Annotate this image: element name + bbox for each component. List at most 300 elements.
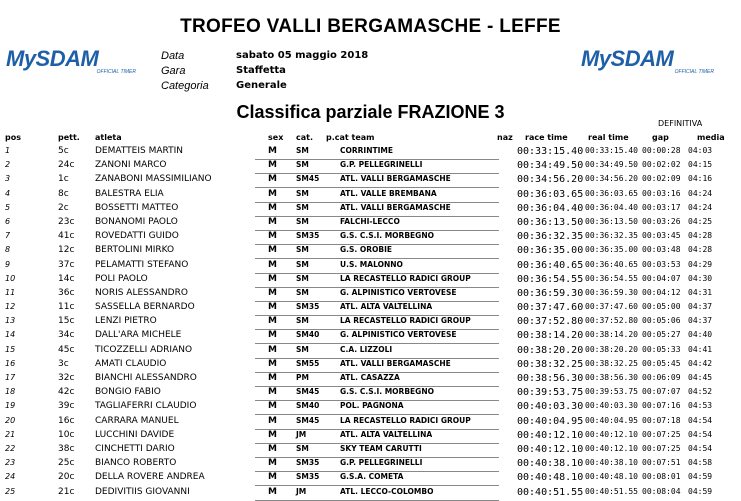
row-athlete: ZANONI MARCO <box>95 160 167 171</box>
row-gap: 00:08:04 <box>642 486 681 496</box>
row-pace: 04:28 <box>688 231 713 241</box>
row-pett: 12c <box>58 245 75 256</box>
row-pett: 5c <box>58 146 69 156</box>
row-pett: 25c <box>58 458 75 469</box>
row-sex: M <box>268 429 277 440</box>
row-real-time: 00:38:20.20 <box>585 344 638 354</box>
row-category: SM <box>296 316 309 326</box>
row-category: SM <box>296 273 309 283</box>
row-pace: 04:59 <box>688 472 713 482</box>
info-row-race <box>161 65 368 80</box>
info-label: Gara <box>161 65 186 77</box>
row-divider <box>255 500 499 501</box>
row-athlete: LUCCHINI DAVIDE <box>95 429 175 440</box>
row-team: ATL. ALTA VALTELLINA <box>340 302 433 312</box>
col-team: p.cat team <box>326 133 375 142</box>
row-real-time: 00:33:15.40 <box>585 146 638 155</box>
row-pos: 13 <box>5 316 16 326</box>
row-category: SM45 <box>296 387 320 397</box>
row-sex: M <box>268 287 277 298</box>
row-gap: 00:04:07 <box>642 273 681 283</box>
row-sex: M <box>268 160 277 171</box>
row-pace: 04:53 <box>688 401 713 411</box>
row-gap: 00:07:18 <box>642 415 681 425</box>
row-athlete: DELLA ROVERE ANDREA <box>95 472 205 483</box>
row-gap: 00:05:33 <box>642 344 681 354</box>
row-pett: 20c <box>58 472 75 483</box>
race-info <box>161 50 368 95</box>
row-sex: M <box>268 273 277 284</box>
row-pace: 04:54 <box>688 429 713 439</box>
info-label: Data <box>161 50 185 62</box>
row-pos: 19 <box>5 401 16 411</box>
col-atleta: atleta <box>95 133 122 142</box>
row-real-time: 00:36:13.50 <box>585 216 638 226</box>
row-pett: 14c <box>58 273 75 284</box>
table-row <box>0 316 741 330</box>
row-pett: 21c <box>58 486 75 497</box>
row-real-time: 00:34:49.50 <box>585 160 638 170</box>
row-real-time: 00:40:04.95 <box>585 415 638 425</box>
row-athlete: NORIS ALESSANDRO <box>95 287 188 298</box>
info-label: Categoria <box>161 80 209 92</box>
row-category: SM <box>296 160 309 170</box>
row-pos: 1 <box>5 146 11 155</box>
row-category: JM <box>296 486 307 496</box>
logo-right <box>581 48 716 74</box>
table-row <box>0 189 741 203</box>
logo-subtitle: OFFICIAL TIMER <box>96 69 136 75</box>
row-athlete: SASSELLA BERNARDO <box>95 302 195 313</box>
row-gap: 00:04:12 <box>642 287 681 297</box>
row-athlete: BONANOMI PAOLO <box>95 216 178 227</box>
table-row <box>0 416 741 430</box>
row-pett: 45c <box>58 344 75 355</box>
results-table <box>0 146 741 501</box>
row-race-time: 00:36:35.00 <box>517 245 584 257</box>
row-sex: M <box>268 443 277 454</box>
row-pace: 04:24 <box>688 188 713 198</box>
row-race-time: 00:37:47.60 <box>517 302 584 314</box>
row-category: SM35 <box>296 472 320 482</box>
row-pos: 4 <box>5 188 11 198</box>
table-row <box>0 146 741 160</box>
row-race-time: 00:38:32.25 <box>517 358 584 370</box>
row-real-time: 00:39:53.75 <box>585 387 638 397</box>
row-team: POL. PAGNONA <box>340 401 404 411</box>
row-pett: 24c <box>58 160 75 171</box>
row-real-time: 00:40:03.30 <box>585 401 638 411</box>
row-gap: 00:08:01 <box>642 472 681 482</box>
row-sex: M <box>268 387 277 398</box>
row-race-time: 00:38:14.20 <box>517 330 584 342</box>
col-pett: pett. <box>58 133 80 142</box>
row-gap: 00:00:28 <box>642 146 681 155</box>
row-pace: 04:58 <box>688 458 713 468</box>
row-race-time: 00:40:38.10 <box>517 458 584 470</box>
row-category: SM <box>296 245 309 255</box>
row-race-time: 00:36:54.55 <box>517 273 584 285</box>
row-sex: M <box>268 358 277 369</box>
row-athlete: DALL'ARA MICHELE <box>95 330 182 341</box>
row-team: ATL. VALLE BREMBANA <box>340 188 437 198</box>
row-real-time: 00:38:56.30 <box>585 373 638 382</box>
row-race-time: 00:40:12.10 <box>517 443 584 455</box>
row-real-time: 00:36:54.55 <box>585 273 638 283</box>
row-race-time: 00:34:49.50 <box>517 160 584 172</box>
row-pace: 04:54 <box>688 443 713 453</box>
row-team: LA RECASTELLO RADICI GROUP <box>340 316 471 326</box>
row-pos: 23 <box>5 458 16 468</box>
row-gap: 00:03:53 <box>642 259 681 269</box>
row-real-time: 00:40:48.10 <box>585 472 638 482</box>
row-category: SM <box>296 216 309 226</box>
row-pace: 04:45 <box>688 373 713 382</box>
row-real-time: 00:40:38.10 <box>585 458 638 468</box>
row-athlete: CINCHETTI DARIO <box>95 443 175 454</box>
row-gap: 00:06:09 <box>642 373 681 382</box>
row-pett: 10c <box>58 429 75 440</box>
row-category: SM <box>296 443 309 453</box>
row-sex: M <box>268 316 277 327</box>
table-row <box>0 345 741 359</box>
row-pos: 14 <box>5 330 16 340</box>
row-race-time: 00:36:04.40 <box>517 202 584 214</box>
row-category: JM <box>296 429 307 439</box>
row-category: SM <box>296 146 309 155</box>
row-sex: M <box>268 188 277 199</box>
row-athlete: LENZI PIETRO <box>95 316 157 327</box>
row-pos: 12 <box>5 302 16 312</box>
row-pett: 32c <box>58 373 75 383</box>
row-pace: 04:40 <box>688 330 713 340</box>
row-pos: 10 <box>5 273 16 283</box>
row-athlete: BIANCO ROBERTO <box>95 458 177 469</box>
row-gap: 00:03:16 <box>642 188 681 198</box>
row-pett: 34c <box>58 330 75 341</box>
row-team: G. ALPINISTICO VERTOVESE <box>340 330 457 340</box>
row-pos: 22 <box>5 443 16 453</box>
row-athlete: POLI PAOLO <box>95 273 148 284</box>
row-category: SM <box>296 287 309 297</box>
row-category: SM40 <box>296 401 320 411</box>
table-row <box>0 359 741 373</box>
row-pace: 04:31 <box>688 287 713 297</box>
row-pace: 04:29 <box>688 259 713 269</box>
row-pace: 04:16 <box>688 174 713 184</box>
table-row <box>0 231 741 245</box>
row-pos: 15 <box>5 344 16 354</box>
row-pos: 6 <box>5 216 11 226</box>
row-category: SM45 <box>296 174 320 184</box>
row-real-time: 00:40:12.10 <box>585 443 638 453</box>
row-gap: 00:03:26 <box>642 216 681 226</box>
row-race-time: 00:40:51.55 <box>517 486 584 498</box>
row-sex: M <box>268 231 277 242</box>
row-race-time: 00:40:03.30 <box>517 401 584 413</box>
row-sex: M <box>268 202 277 213</box>
row-gap: 00:07:07 <box>642 387 681 397</box>
info-value: Generale <box>236 80 287 91</box>
row-team: LA RECASTELLO RADICI GROUP <box>340 415 471 425</box>
row-pos: 8 <box>5 245 11 255</box>
row-pace: 04:59 <box>688 486 713 496</box>
table-row <box>0 472 741 486</box>
row-pett: 41c <box>58 231 75 242</box>
col-naz: naz <box>497 133 513 142</box>
row-gap: 00:05:00 <box>642 302 681 312</box>
row-pos: 7 <box>5 231 11 241</box>
row-gap: 00:05:06 <box>642 316 681 326</box>
row-athlete: DEMATTEIS MARTIN <box>95 146 183 156</box>
row-pace: 04:37 <box>688 316 713 326</box>
row-pace: 04:15 <box>688 160 713 170</box>
row-pos: 9 <box>5 259 11 269</box>
row-real-time: 00:36:04.40 <box>585 202 638 212</box>
row-pos: 5 <box>5 202 11 212</box>
row-team: G.S. C.S.I. MORBEGNO <box>340 387 434 397</box>
info-value: Staffetta <box>236 65 286 76</box>
row-gap: 00:07:51 <box>642 458 681 468</box>
row-pos: 20 <box>5 415 16 425</box>
info-row-date <box>161 50 368 65</box>
row-category: SM55 <box>296 358 320 368</box>
row-athlete: TICOZZELLI ADRIANO <box>95 344 193 355</box>
row-team: G.S. C.S.I. MORBEGNO <box>340 231 434 241</box>
row-real-time: 00:38:32.25 <box>585 358 638 368</box>
table-row <box>0 430 741 444</box>
row-gap: 00:05:27 <box>642 330 681 340</box>
row-athlete: BOSSETTI MATTEO <box>95 202 179 213</box>
table-row <box>0 260 741 274</box>
table-row <box>0 487 741 501</box>
row-team: ATL. CASAZZA <box>340 373 400 382</box>
row-category: SM <box>296 188 309 198</box>
row-team: G.P. PELLEGRINELLI <box>340 458 423 468</box>
table-header <box>0 133 741 145</box>
row-team: ATL. LECCO-COLOMBO <box>340 486 434 496</box>
col-cat: cat. <box>296 133 314 142</box>
row-athlete: TAGLIAFERRI CLAUDIO <box>95 401 197 412</box>
ranking-title: Classifica parziale FRAZIONE 3 <box>236 102 505 122</box>
row-athlete: ROVEDATTI GUIDO <box>95 231 179 242</box>
row-team: G.S. OROBIE <box>340 245 393 255</box>
col-pos: pos <box>5 133 21 142</box>
row-race-time: 00:36:40.65 <box>517 259 584 271</box>
row-real-time: 00:36:03.65 <box>585 188 638 198</box>
row-athlete: BIANCHI ALESSANDRO <box>95 373 197 383</box>
logo-subtitle: OFFICIAL TIMER <box>674 69 714 75</box>
table-row <box>0 444 741 458</box>
table-row <box>0 174 741 188</box>
row-sex: M <box>268 259 277 270</box>
row-pace: 04:30 <box>688 273 713 283</box>
row-race-time: 00:34:56.20 <box>517 174 584 186</box>
row-gap: 00:03:17 <box>642 202 681 212</box>
row-pett: 3c <box>58 358 69 369</box>
row-race-time: 00:37:52.80 <box>517 316 584 328</box>
col-media: media <box>697 133 725 142</box>
col-real-time: real time <box>588 133 629 142</box>
row-gap: 00:02:09 <box>642 174 681 184</box>
row-team: CORRINTIME <box>340 146 393 155</box>
row-pett: 37c <box>58 259 75 270</box>
row-category: SM40 <box>296 330 320 340</box>
row-athlete: BONGIO FABIO <box>95 387 161 398</box>
row-category: SM45 <box>296 415 320 425</box>
row-gap: 00:07:16 <box>642 401 681 411</box>
logo-wordmark: MySDAM <box>6 46 99 71</box>
row-real-time: 00:37:47.60 <box>585 302 638 312</box>
row-team: C.A. LIZZOLI <box>340 344 393 354</box>
row-pace: 04:41 <box>688 344 713 354</box>
row-race-time: 00:36:03.65 <box>517 188 584 200</box>
row-athlete: DEDIVITIIS GIOVANNI <box>95 486 190 497</box>
row-gap: 00:07:25 <box>642 443 681 453</box>
row-pos: 11 <box>5 287 16 297</box>
row-team: G. ALPINISTICO VERTOVESE <box>340 287 457 297</box>
row-athlete: AMATI CLAUDIO <box>95 358 167 369</box>
row-gap: 00:02:02 <box>642 160 681 170</box>
row-category: SM35 <box>296 458 320 468</box>
row-category: SM <box>296 259 309 269</box>
row-pett: 16c <box>58 415 75 426</box>
row-real-time: 00:36:40.65 <box>585 259 638 269</box>
row-sex: M <box>268 245 277 256</box>
row-real-time: 00:36:35.00 <box>585 245 638 255</box>
row-pace: 04:03 <box>688 146 713 155</box>
table-row <box>0 401 741 415</box>
col-gap: gap <box>652 133 669 142</box>
row-pett: 38c <box>58 443 75 454</box>
row-pett: 2c <box>58 202 69 213</box>
row-race-time: 00:33:15.40 <box>517 146 584 157</box>
row-sex: M <box>268 302 277 313</box>
row-pace: 04:52 <box>688 387 713 397</box>
row-sex: M <box>268 373 277 383</box>
row-gap: 00:05:45 <box>642 358 681 368</box>
row-sex: M <box>268 146 277 156</box>
table-row <box>0 274 741 288</box>
info-row-category <box>161 80 368 95</box>
page-title: TROFEO VALLI BERGAMASCHE - LEFFE <box>180 16 561 37</box>
row-athlete: BERTOLINI MIRKO <box>95 245 175 256</box>
row-real-time: 00:38:14.20 <box>585 330 638 340</box>
row-race-time: 00:40:12.10 <box>517 429 584 441</box>
table-row <box>0 245 741 259</box>
row-team: LA RECASTELLO RADICI GROUP <box>340 273 471 283</box>
row-pett: 1c <box>58 174 69 185</box>
row-sex: M <box>268 458 277 469</box>
row-pos: 18 <box>5 387 16 397</box>
row-pace: 04:54 <box>688 415 713 425</box>
row-pos: 24 <box>5 472 16 482</box>
row-race-time: 00:40:48.10 <box>517 472 584 484</box>
row-team: G.P. PELLEGRINELLI <box>340 160 423 170</box>
row-pos: 3 <box>5 174 11 184</box>
row-pos: 16 <box>5 358 16 368</box>
table-row <box>0 160 741 174</box>
row-gap: 00:07:25 <box>642 429 681 439</box>
table-row <box>0 373 741 387</box>
row-pos: 25 <box>5 486 16 496</box>
row-pos: 17 <box>5 373 16 382</box>
row-pace: 04:25 <box>688 216 713 226</box>
row-real-time: 00:40:12.10 <box>585 429 638 439</box>
row-athlete: ZANABONI MASSIMILIANO <box>95 174 212 185</box>
row-team: SKY TEAM CARUTTI <box>340 443 422 453</box>
row-team: FALCHI-LECCO <box>340 216 400 226</box>
row-pace: 04:37 <box>688 302 713 312</box>
col-race-time: race time <box>525 133 568 142</box>
row-category: SM35 <box>296 231 320 241</box>
row-real-time: 00:40:51.55 <box>585 486 638 496</box>
table-row <box>0 203 741 217</box>
row-real-time: 00:36:59.30 <box>585 287 638 297</box>
status-badge: DEFINITIVA <box>658 119 703 128</box>
info-value: sabato 05 maggio 2018 <box>236 50 369 61</box>
row-gap: 00:03:48 <box>642 245 681 255</box>
logo-wordmark: MySDAM <box>581 46 674 71</box>
row-category: SM <box>296 344 309 354</box>
row-race-time: 00:38:56.30 <box>517 373 584 384</box>
row-pace: 04:24 <box>688 202 713 212</box>
row-team: ATL. ALTA VALTELLINA <box>340 429 433 439</box>
row-athlete: CARRARA MANUEL <box>95 415 179 426</box>
table-row <box>0 288 741 302</box>
row-team: ATL. VALLI BERGAMASCHE <box>340 202 451 212</box>
row-athlete: PELAMATTI STEFANO <box>95 259 189 270</box>
row-athlete: BALESTRA ELIA <box>95 188 164 199</box>
row-pett: 11c <box>58 302 75 313</box>
row-sex: M <box>268 344 277 355</box>
row-sex: M <box>268 216 277 227</box>
row-sex: M <box>268 472 277 483</box>
row-pos: 2 <box>5 160 11 170</box>
row-category: PM <box>296 373 309 382</box>
row-race-time: 00:40:04.95 <box>517 415 584 427</box>
col-sex: sex <box>268 133 284 142</box>
row-sex: M <box>268 486 277 497</box>
row-pett: 39c <box>58 401 75 412</box>
row-real-time: 00:37:52.80 <box>585 316 638 326</box>
row-sex: M <box>268 401 277 412</box>
row-category: SM35 <box>296 302 320 312</box>
row-race-time: 00:39:53.75 <box>517 387 584 399</box>
table-row <box>0 302 741 316</box>
table-row <box>0 217 741 231</box>
row-pos: 21 <box>5 429 16 439</box>
row-race-time: 00:38:20.20 <box>517 344 584 356</box>
row-real-time: 00:34:56.20 <box>585 174 638 184</box>
row-pett: 8c <box>58 188 69 199</box>
row-sex: M <box>268 330 277 341</box>
row-gap: 00:03:45 <box>642 231 681 241</box>
row-team: ATL. VALLI BERGAMASCHE <box>340 174 451 184</box>
table-row <box>0 458 741 472</box>
row-race-time: 00:36:32.35 <box>517 231 584 243</box>
row-sex: M <box>268 174 277 185</box>
row-real-time: 00:36:32.35 <box>585 231 638 241</box>
row-race-time: 00:36:59.30 <box>517 287 584 299</box>
row-race-time: 00:36:13.50 <box>517 216 584 228</box>
row-pett: 15c <box>58 316 75 327</box>
row-pett: 23c <box>58 216 75 227</box>
row-team: U.S. MALONNO <box>340 259 403 269</box>
row-pace: 04:28 <box>688 245 713 255</box>
row-pett: 42c <box>58 387 75 398</box>
row-pett: 36c <box>58 287 75 298</box>
